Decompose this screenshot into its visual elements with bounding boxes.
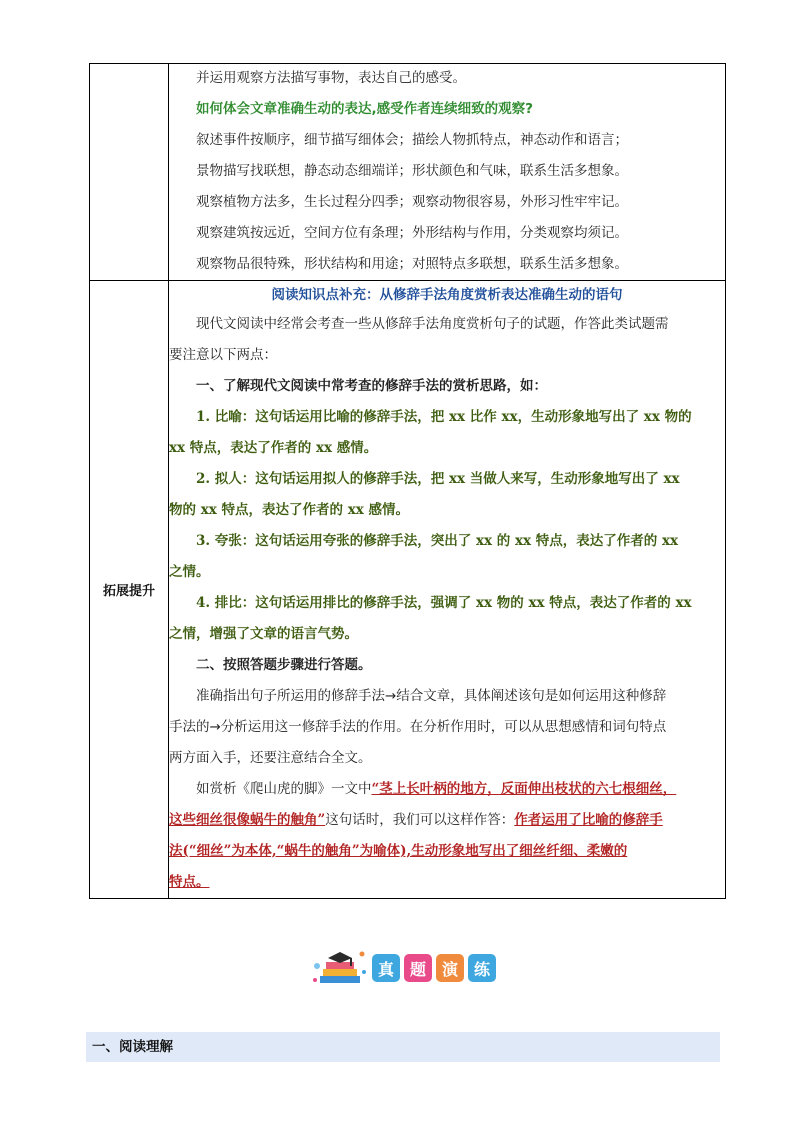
parallelism-item: 4. 排比：这句话运用排比的修辞手法，强调了 xx 物的 xx 特点，表达了作者的 xx [196,595,692,611]
example-quote: “茎上长叶柄的地方，反面伸出枝状的六七根细丝， [371,781,677,797]
row-label: 拓展提升 [90,281,169,899]
metaphor-item: 1. 比喻：这句话运用比喻的修辞手法，把 xx 比作 xx，生动形象地写出了 xx 物的 [196,409,692,425]
steps-line: 两方面入手，还要注意结合全文。 [169,750,372,766]
hyperbole-item-cont: 之情。 [169,564,210,580]
text-line: 观察植物方法多，生长过程分四季；观察动物很容易，外形习性牢牢记。 [196,194,628,210]
example-line [169,836,725,867]
example-quote: 这些细丝很像蜗牛的触角” [169,812,326,828]
intro-line: 现代文阅读中经常会考查一些从修辞手法角度赏析句子的试题，作答此类试题需 [196,316,669,332]
banner-title [372,954,496,982]
books-icon [310,946,368,990]
example-middle: 这句话时，我们可以这样作答： [325,812,515,828]
observation-cell [169,64,726,281]
practice-banner [310,945,500,991]
green-question: 如何体会文章准确生动的表达,感受作者连续细致的观察? [196,101,533,117]
example-line [169,774,725,805]
example-line [169,805,725,836]
table-row [90,281,726,899]
text-line: 观察建筑按远近，空间方位有条理；外形结构与作用，分类观察均须记。 [196,225,628,241]
personification-item: 2. 拟人：这句话运用拟人的修辞手法，把 xx 当做人来写，生动形象地写出了 xx [196,471,680,487]
example-answer: 作者运用了比喻的修辞手 [514,812,663,828]
hyperbole-item: 3. 夸张：这句话运用夸张的修辞手法，突出了 xx 的 xx 特点，表达了作者的 xx [196,533,679,549]
steps-line: 手法的→分析运用这一修辞手法的作用。在分析作用时，可以从思想感情和词句特点 [169,719,667,735]
text-line: 观察物品很特殊，形状结构和用途；对照特点多联想，联系生活多想象。 [196,256,628,272]
extension-cell [169,281,726,899]
intro-line: 要注意以下两点： [169,347,277,363]
example-answer: 特点。 [169,874,210,890]
example-line [169,867,725,898]
banner-char: 真 [372,954,400,982]
parallelism-item-cont: 之情，增强了文章的语言气势。 [169,626,358,642]
text-line: 景物描写找联想，静态动态细端详；形状颜色和气味，联系生活多想象。 [196,163,628,179]
steps-line: 准确指出句子所运用的修辞手法→结合文章，具体阐述该句是如何运用这种修辞 [196,688,667,704]
banner-char: 题 [404,954,432,982]
heading-two: 二、按照答题步骤进行答题。 [196,657,372,673]
banner-char: 演 [436,954,464,982]
personification-item-cont: 物的 xx 特点，表达了作者的 xx 感情。 [169,502,409,518]
heading-one: 一、了解现代文阅读中常考查的修辞手法的赏析思路，如： [196,378,547,394]
row-label-cell [90,64,169,281]
banner-char: 练 [468,954,496,982]
content-table [89,63,726,899]
example-answer: 法(“细丝”为本体,“蜗牛的触角”为喻体),生动形象地写出了细丝纤细、柔嫩的 [169,843,628,859]
table-row [90,64,726,281]
metaphor-item-cont: xx 特点，表达了作者的 xx 感情。 [169,440,378,456]
text-line: 叙述事件按顺序，细节描写细体会；描绘人物抓特点，神态动作和语言； [196,132,628,148]
section-title: 阅读知识点补充：从修辞手法角度赏析表达准确生动的语句 [271,287,623,303]
section-heading-bar: 一、阅读理解 [86,1032,720,1062]
text-line: 并运用观察方法描写事物，表达自己的感受。 [196,70,466,86]
example-prefix: 如赏析《爬山虎的脚》一文中 [196,781,372,797]
